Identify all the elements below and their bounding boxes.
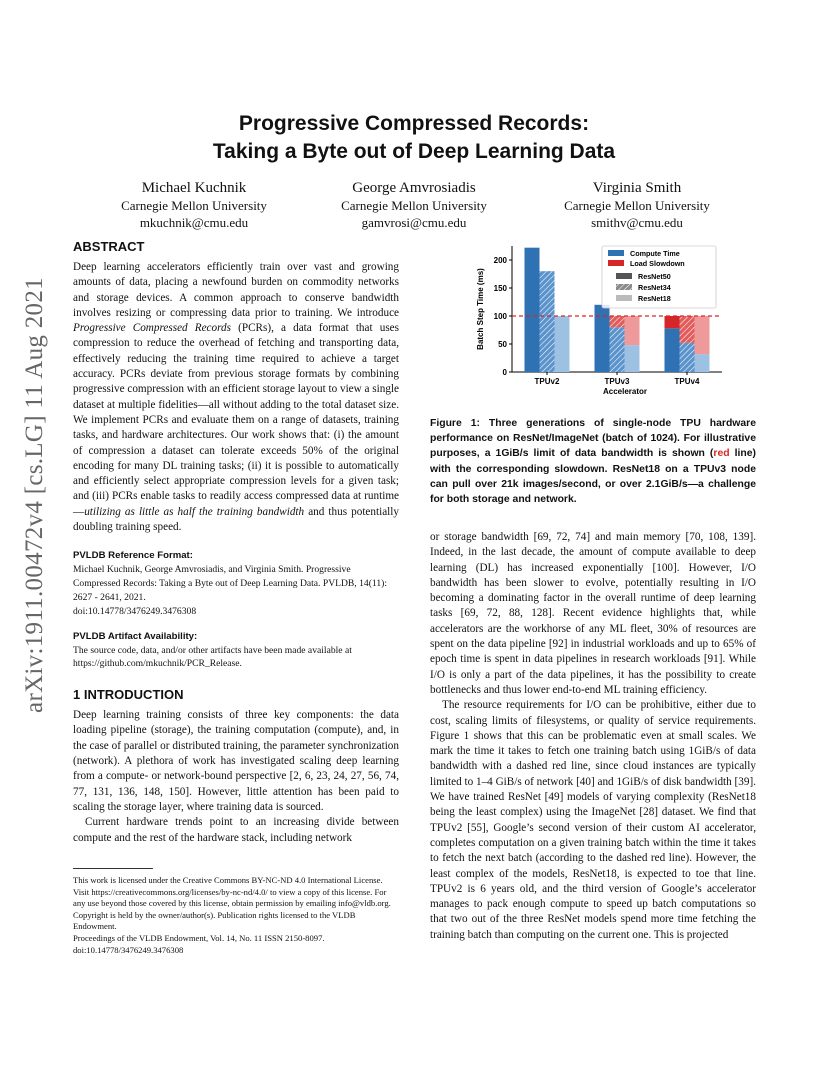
bar-slowdown-resnet50-tpuv4 bbox=[665, 316, 680, 328]
bar-hatch-tpuv2 bbox=[540, 271, 555, 372]
caption-part: line) with the corresponding slowdown. ResNet18 on a TPUv3 node can pull over 21k images/second, or over 2.1GiB/s—a challenge for both storage and network. bbox=[430, 448, 756, 506]
author-name: George Amvrosiadis bbox=[352, 180, 476, 196]
abstract-text bbox=[73, 260, 399, 535]
caption-text bbox=[430, 416, 756, 507]
legend-label: Compute Time bbox=[630, 249, 680, 258]
bar-hatch-tpuv4 bbox=[680, 343, 695, 372]
intro-heading: 1 INTRODUCTION bbox=[73, 687, 184, 703]
x-axis-label: Accelerator bbox=[602, 387, 648, 396]
bar-compute-resnet18-tpuv4 bbox=[695, 354, 710, 372]
y-tick-label: 0 bbox=[502, 368, 507, 377]
author-affiliation: Carnegie Mellon University bbox=[121, 198, 267, 213]
y-tick-label: 150 bbox=[493, 284, 507, 293]
legend-label: ResNet50 bbox=[638, 272, 671, 281]
title-line-2: Taking a Byte out of Deep Learning Data bbox=[212, 140, 616, 163]
y-tick-label: 50 bbox=[498, 340, 507, 349]
legend-swatch bbox=[608, 260, 624, 266]
pvldb-artifact-text: The source code, data, and/or other artifacts have been made available at https://github.com/mkuchnik/PCR_Release. bbox=[73, 644, 352, 670]
bar-slowdown-resnet18-tpuv3 bbox=[625, 316, 640, 345]
footnote-license: This work is licensed under the Creative Commons BY-NC-ND 4.0 International License. Visit https://creativecommons.org/licenses/by-nc-nd/4.0/ to view a copy of this license. For any use beyond those covered by this license, obtain permission by emailing info@vldb.org. Copyright is held by the owner/author(s). Publication rights licensed to the VLDB Endowment. bbox=[73, 875, 391, 932]
abstract-emphasis: Progressive Compressed Records bbox=[73, 322, 232, 335]
pvldb-ref-text: Michael Kuchnik, George Amvrosiadis, and Virginia Smith. Progressive Compressed Records: Taking a Byte out of Deep Learning Data. PVLDB, 14(11): 2627 - 2641, 2021. bbox=[73, 564, 387, 603]
abstract-heading: ABSTRACT bbox=[73, 239, 145, 254]
right-column bbox=[430, 530, 756, 943]
figure-1-chart bbox=[470, 240, 730, 400]
caption-part: Figure 1: Three generations of single-node TPU hardware performance on ResNet/ImageNet (batch of 1024). For illustrative purposes, a 1GiB/s limit of data bandwidth is shown ( bbox=[430, 418, 756, 460]
footnote-doi: doi:10.14778/3476249.3476308 bbox=[73, 944, 184, 955]
author-email: smithv@cmu.edu bbox=[591, 215, 683, 230]
arxiv-sidebar bbox=[10, 277, 60, 713]
bar-compute-resnet18-tpuv2 bbox=[555, 316, 570, 372]
intro-paragraph-2: Current hardware trends point to an increasing divide between compute and the rest of the hardware stack, including network bbox=[73, 816, 399, 844]
bar-slowdown-resnet18-tpuv4 bbox=[695, 316, 710, 354]
author-affiliation: Carnegie Mellon University bbox=[341, 198, 487, 213]
footnote-proceedings: Proceedings of the VLDB Endowment, Vol. 14, No. 11 ISSN 2150-8097. bbox=[73, 932, 325, 943]
left-column bbox=[73, 239, 399, 846]
x-tick-label: TPUv4 bbox=[674, 377, 700, 386]
legend-label: ResNet34 bbox=[638, 283, 671, 292]
author-block-1 bbox=[84, 180, 304, 231]
legend-label: ResNet18 bbox=[638, 294, 671, 303]
bar-compute-resnet50-tpuv2 bbox=[525, 248, 540, 372]
bar-slowdown-hatch-tpuv3 bbox=[610, 316, 625, 327]
author-name: Virginia Smith bbox=[592, 180, 682, 196]
y-tick-label: 200 bbox=[493, 256, 507, 265]
abstract-part: (PCRs), a data format that uses compression to reduce the overhead of fetching and transporting data, effectively reducing the training time required to achieve a target accuracy. PCRs deviate from previous storage formats by combining progressive compression with an efficient storage layout to view a single dataset at multiple fidelities—all without adding to the total dataset size. We implement PCRs and evaluate them on a range of datasets, training tasks, and hardware architectures. Our work shows that: (i) the amount of compression a dataset can tolerate exceeds 50% of the original encoding for many DL training tasks; (ii) it is possible to automatically and efficiently select appropriate compression levels for a given task; and (iii) PCRs enable tasks to readily access compressed data at runtime— bbox=[73, 322, 400, 518]
paper-title bbox=[0, 110, 828, 166]
bar-slowdown-hatch-tpuv4 bbox=[680, 316, 695, 343]
right-paragraph-2: The resource requirements for I/O can be prohibitive, either due to cost, scaling limits of filesystems, or quality of service requirements. Figure 1 shows that this can be problematic even at small scales. We mark the time it takes to fetch one training batch using 1GiB/s of data bandwidth with a dashed red line, since cloud instances are typically limited to 1–4 GiB/s of network [40] and 1GiB/s of disk bandwidth [39]. We have trained ResNet [49] models of varying complexity (ResNet18 being the least complex) using the ImageNet [28] dataset. We find that TPUv2 [55], Google’s second version of their custom AI accelerator, completes computation on a given training batch within the time it takes to fetch the next batch (according to the dashed red line). However, the least complex of the models, ResNet18, is expected to toe that line. TPUv2 is 6 years old, and the third version of Google’s accelerator manages to pack enough compute to speed up batch computations so that two out of the three ResNet models spend more time fetching the training batch than computing on the current one. This is projected bbox=[430, 699, 756, 941]
title-line-1: Progressive Compressed Records: bbox=[238, 112, 590, 135]
footnote-rule bbox=[73, 868, 153, 869]
y-tick-label: 100 bbox=[493, 312, 507, 321]
author-email: gamvrosi@cmu.edu bbox=[361, 215, 467, 230]
x-tick-label: TPUv2 bbox=[534, 377, 560, 386]
pvldb-ref-heading: PVLDB Reference Format: bbox=[73, 550, 193, 562]
author-block-2 bbox=[304, 180, 524, 231]
chart-svg bbox=[470, 240, 730, 400]
footnote-block bbox=[73, 868, 399, 956]
bar-compute-resnet50-tpuv4 bbox=[665, 328, 680, 372]
author-email: mkuchnik@cmu.edu bbox=[139, 215, 249, 230]
x-tick-label: TPUv3 bbox=[604, 377, 630, 386]
bar-compute-resnet50-tpuv3 bbox=[595, 305, 610, 372]
right-paragraph-1: or storage bandwidth [69, 72, 74] and main memory [70, 108, 139]. Indeed, in the last decade, the amount of compute available to deep learning (DL) has increased exponentially [100]. However, I/O bandwidth has been slower to evolve, potentially resulting in I/O becoming a dominating factor in the overall runtime of deep learning tasks [69, 72, 88, 128]. Recent evidence highlights that, while accelerators are the workhorse of any ML fleet, 30% of resources are spent on the data pipeline [92] in industrial workloads and up to 65% of epoch time is spent in data pipelines in research workloads [91]. While I/O is only a part of the data pipelines, it has the possibility to create bottlenecks and thus lower end-to-end ML training efficiency. bbox=[430, 531, 756, 696]
bar-compute-resnet18-tpuv3 bbox=[625, 345, 640, 372]
author-name: Michael Kuchnik bbox=[141, 180, 247, 196]
y-axis-label: Batch Step Time (ms) bbox=[476, 268, 485, 350]
bar-hatch-tpuv3 bbox=[610, 327, 625, 372]
pvldb-artifact-heading: PVLDB Artifact Availability: bbox=[73, 630, 198, 642]
arxiv-id: arXiv:1911.00472v4 [cs.LG] 11 Aug 2021 bbox=[21, 277, 48, 713]
abstract-part: and thus potentially doubling training speed. bbox=[73, 505, 399, 534]
figure-caption bbox=[430, 416, 756, 507]
legend-swatch bbox=[616, 295, 632, 301]
author-block-3 bbox=[527, 180, 747, 231]
author-affiliation: Carnegie Mellon University bbox=[564, 198, 710, 213]
abstract-part: Deep learning accelerators efficiently train over vast and growing amounts of data, placing a newfound burden on commodity networks and storage devices. A common approach to conserve bandwidth involves resizing or compressing data prior to training. We introduce bbox=[73, 261, 399, 319]
legend-swatch bbox=[616, 273, 632, 279]
legend-swatch-hatch bbox=[616, 284, 632, 290]
pvldb-ref-doi: doi:10.14778/3476249.3476308 bbox=[73, 605, 197, 617]
caption-red-word: red bbox=[713, 448, 730, 460]
intro-paragraph-1: Deep learning training consists of three key components: the data loading pipeline (storage), the training computation (compute), and, in the case of parallel or distributed training, the parameter synchronization (network). A plethora of work has investigated scaling deep learning from a compute- or network-bound perspective [2, 6, 23, 24, 27, 56, 74, 77, 131, 136, 148, 150]. However, little attention has been paid to scaling the storage layer, where training data is sourced. bbox=[73, 709, 399, 813]
abstract-emphasis: utilizing as little as half the training bandwidth bbox=[84, 505, 305, 518]
legend-swatch bbox=[608, 250, 624, 256]
legend-label: Load Slowdown bbox=[630, 259, 685, 268]
